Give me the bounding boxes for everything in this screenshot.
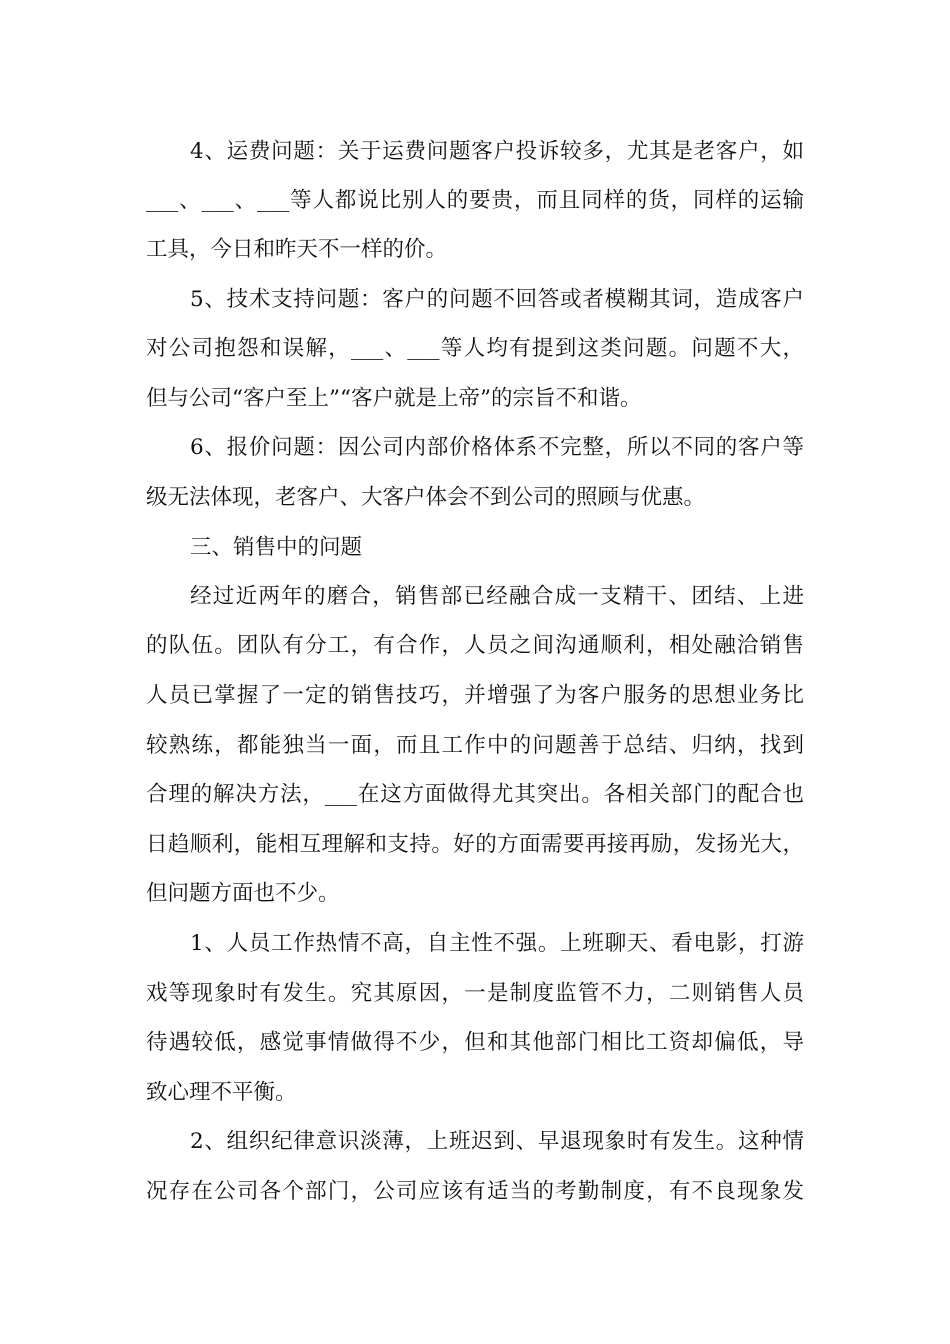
text-line: 但与公司“客户至上”“客户就是上帝”的宗旨不和谐。 [146, 386, 642, 411]
text-line: 经过近两年的磨合，销售部已经融合成一支精干、团结、上进 [190, 584, 804, 609]
text-line: 合理的解决方法，___在这方面做得尤其突出。各相关部门的配合也 [146, 782, 804, 807]
text-line: 较熟练，都能独当一面，而且工作中的问题善于总结、归纳，找到 [146, 733, 804, 758]
text-line: 级无法体现，老客户、大客户体会不到公司的照顾与优惠。 [146, 485, 706, 510]
text-line: 人员已掌握了一定的销售技巧，并增强了为客户服务的思想业务比 [146, 683, 804, 708]
text-line: 5、技术支持问题：客户的问题不回答或者模糊其词，造成客户 [190, 287, 804, 312]
text-line: 1、人员工作热情不高，自主性不强。上班聊天、看电影，打游 [190, 931, 804, 956]
text-line: 待遇较低，感觉事情做得不少，但和其他部门相比工资却偏低，导 [146, 1030, 804, 1055]
text-line: 致心理不平衡。 [146, 1080, 297, 1105]
text-line: 况存在公司各个部门，公司应该有适当的考勤制度，有不良现象发 [146, 1179, 804, 1204]
text-line: 4、运费问题：关于运费问题客户投诉较多，尤其是老客户，如 [190, 139, 804, 164]
text-line: 工具，今日和昨天不一样的价。 [146, 237, 448, 262]
text-line: 2、组织纪律意识淡薄，上班迟到、早退现象时有发生。这种情 [190, 1129, 804, 1154]
text-line: 对公司抱怨和误解，___、___等人均有提到这类问题。问题不大， [146, 336, 804, 361]
text-line: 但问题方面也不少。 [146, 881, 340, 906]
text-line: 6、报价问题：因公司内部价格体系不完整，所以不同的客户等 [190, 435, 804, 460]
text-line: 日趋顺利，能相互理解和支持。好的方面需要再接再励，发扬光大， [146, 832, 804, 857]
text-line: 戏等现象时有发生。究其原因，一是制度监管不力，二则销售人员 [146, 981, 804, 1006]
section-heading: 三、销售中的问题 [190, 535, 363, 560]
text-line: 的队伍。团队有分工，有合作，人员之间沟通顺利，相处融洽销售 [146, 633, 804, 658]
text-line: ___、___、___等人都说比别人的要贵，而且同样的货，同样的运输 [146, 188, 804, 213]
